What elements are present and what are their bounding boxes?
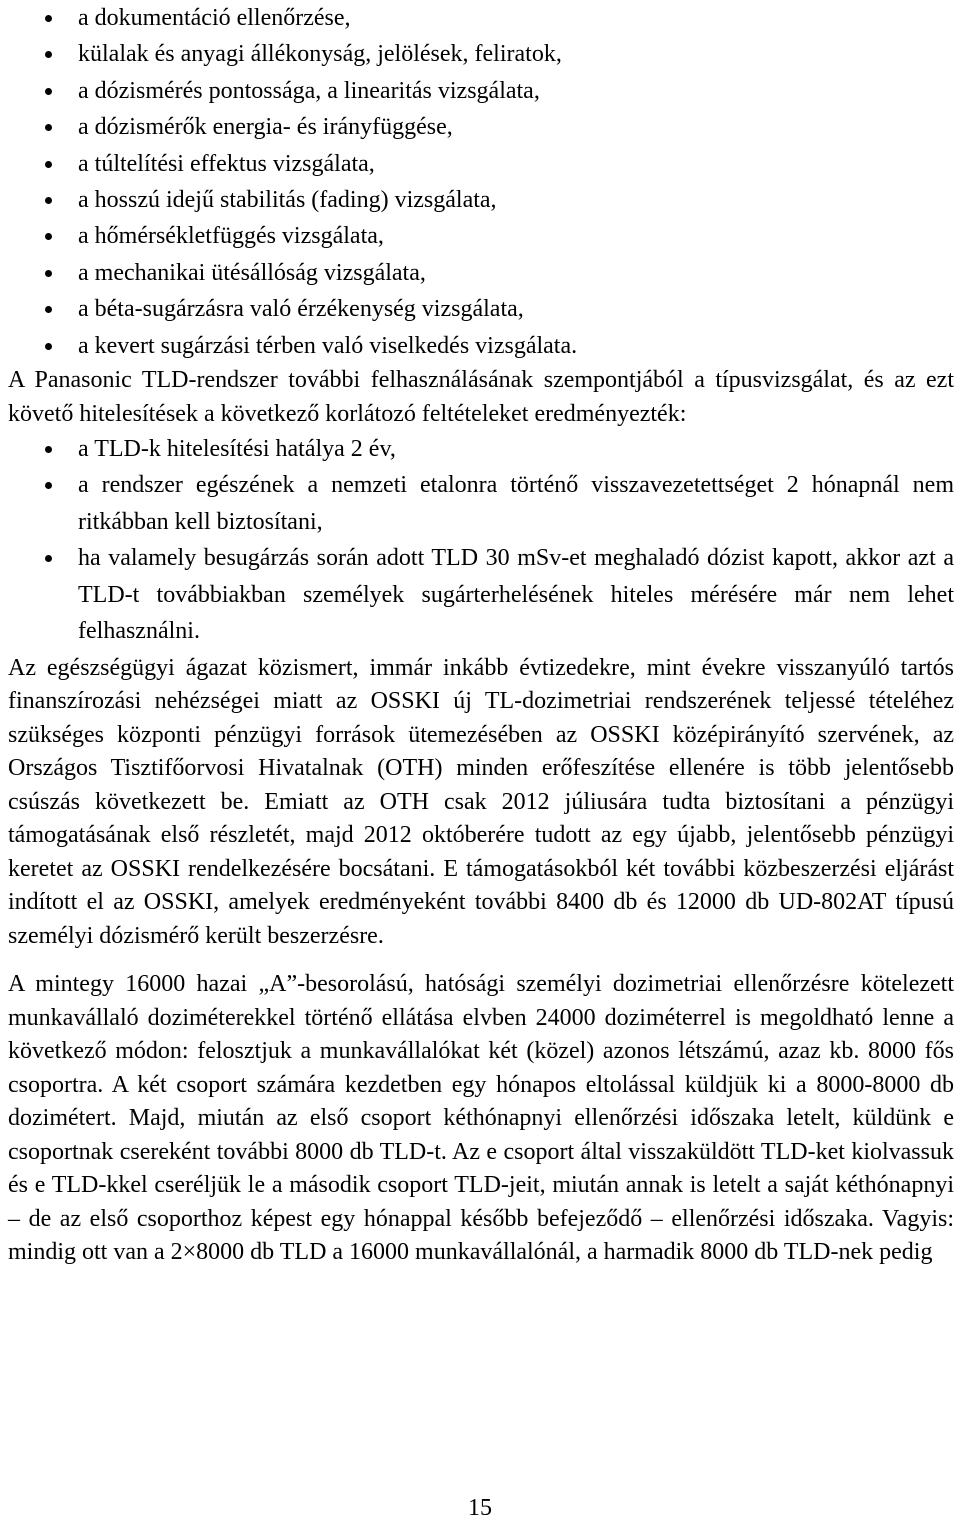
list-item: külalak és anyagi állékonyság, jelölések, feliratok, <box>8 36 954 72</box>
list-item: ha valamely besugárzás során adott TLD 30 mSv-et meghaladó dózist kapott, akkor azt a TLD-t továbbiakban személyek sugárterhelésének hiteles mérésére már nem lehet felhasználni. <box>8 540 954 649</box>
page-number: 15 <box>468 1495 492 1521</box>
paragraph-intro: A Panasonic TLD-rendszer további felhasználásának szempontjából a típusvizsgálat, és az ezt követő hitelesítések a következő korlátozó feltételeket eredményezték: <box>8 367 954 427</box>
list-item: a mechanikai ütésállóság vizsgálata, <box>8 255 954 291</box>
list-item: a hosszú idejű stabilitás (fading) vizsgálata, <box>8 182 954 218</box>
paragraph-distribution: A mintegy 16000 hazai „A”-besorolású, hatósági személyi dozimetriai ellenőrzésre kötelezett munkavállaló doziméterekkel történő ellátása elvben 24000 doziméterrel is megoldható lenne a következő módon: felosztjuk a munkavállalókat két (közel) azonos létszámú, azaz kb. 8000 fős csoportra. A két csoport számára kezdetben egy hónapos eltolással küldjük ki a 8000-8000 db dozimétert. Majd, miután az első csoport kéthónapnyi ellenőrzési időszaka letelt, küldünk e csoportnak csereként további 8000 db TLD-t. Az e csoport által visszaküldött TLD-ket kiolvassuk és e TLD-kkel cseréljük le a második csoport TLD-jeit, miután annak is letelt a saját kéthónapnyi – de az első csoporthoz képest egy hónappal később befejeződő – ellenőrzési időszaka. Vagyis: mindig ott van a 2×8000 db TLD a 16000 munkavállalónál, a harmadik 8000 db TLD-nek pedig <box>8 971 954 1265</box>
list-item: a dózismérők energia- és irányfüggése, <box>8 109 954 145</box>
list-item: a TLD-k hitelesítési hatálya 2 év, <box>8 431 954 467</box>
list-item: a rendszer egészének a nemzeti etalonra történő visszavezetettséget 2 hónapnál nem ritkábban kell biztosítani, <box>8 467 954 540</box>
list-item: a hőmérsékletfüggés vizsgálata, <box>8 218 954 254</box>
conditions-list <box>8 431 954 649</box>
list-item: a kevert sugárzási térben való viselkedés vizsgálata. <box>8 328 954 364</box>
test-list <box>8 0 954 364</box>
document-page <box>8 0 954 1270</box>
paragraph-funding: Az egészségügyi ágazat közismert, immár inkább évtizedekre, mint évekre visszanyúló tartós finanszírozási nehézségei miatt az OSSKI új TL-dozimetriai rendszerének teljessé tételéhez szükséges központi pénzügyi források ütemezésében az OSSKI középirányító szervének, az Országos Tisztifőorvosi Hivatalnak (OTH) minden erőfeszítése ellenére is több jelentősebb csúszás következett be. Emiatt az OTH csak 2012 júliusára tudta biztosítani a pénzügyi támogatásának első részletét, majd 2012 októberére tudott az egy újabb, jelentősebb pénzügyi keretet az OSSKI rendelkezésére bocsátani. E támogatásokból két további közbeszerzési eljárást indított el az OSSKI, amelyek eredményeként további 8400 db és 12000 db UD-802AT típusú személyi dózismérő került beszerzésre. <box>8 654 954 949</box>
list-item: a dózismérés pontossága, a linearitás vizsgálata, <box>8 73 954 109</box>
list-item: a béta-sugárzásra való érzékenység vizsgálata, <box>8 291 954 327</box>
list-item: a dokumentáció ellenőrzése, <box>8 0 954 36</box>
list-item: a túltelítési effektus vizsgálata, <box>8 146 954 182</box>
